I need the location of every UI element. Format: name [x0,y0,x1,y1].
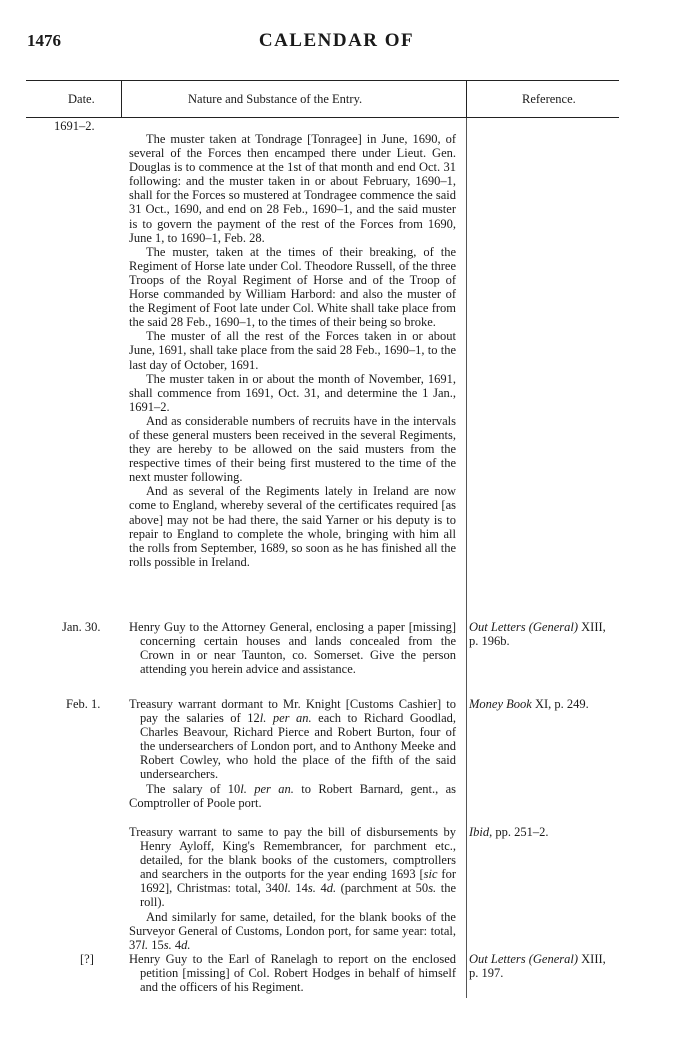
entry-date-3: Feb. 1. [66,697,101,711]
entry-1-paragraph-2: The muster, taken at the times of their breaking, of the Regiment of Horse late under Col. Theodore Russell, of the three Troops of the Royal Regiment of Horse and of the Troop of Horse commanded by William Harbord: and also the muster of the Regiment of Foot late under Col. White shall take place from the said 28 Feb., 1690–1, to the times of their being so broke. [129,244,456,330]
entry-5-reference [469,952,617,980]
entry-1-paragraph-1: The muster taken at Tondrage [Tonragee] in June, 1690, of several of the Forces then encamped there under Lieut. Gen. Douglas is to commence at the 1st of that month and end Oct. 31 following: and the muster taken in or about February, 1690–1, shall for the Forces so mustered at Tondragee commence the said 31 Oct., 1690, and end on 28 Feb., 1690–1, and the said muster is to govern the payment of the rest of the Forces from 1690, June 1, to 1690–1, Feb. 28. [129,132,456,245]
page-number: 1476 [27,31,61,50]
entry-3 [129,697,456,810]
entry-1-paragraph-5: And as considerable numbers of recruits have in the intervals of these general musters been received in the several Regiments, they are hereby to be allowed on the said musters from the respective times of their being first mustered to the time of the next muster following. [129,413,456,485]
entry-3-salary: The salary of 10l. per an. to Robert Barnard, gent., as Comptroller of Poole port. [129,781,457,810]
entry-1-paragraph-3: The muster of all the rest of the Forces taken in or about June, 1691, shall take place from the said 28 Feb., 1690–1, to the last day of October, 1691. [129,329,456,372]
entry-4 [129,825,456,952]
column-header-nature: Nature and Substance of the Entry. [188,92,363,106]
entry-date-5: [?] [80,952,94,966]
entry-4-reference [469,825,617,839]
rule-header-bottom [26,117,619,118]
ref-4-location: , pp. 251–2. [489,825,549,839]
ref-3-location: XI, p. 249. [531,697,589,711]
entry-date-1: 1691–2. [54,119,95,133]
entry-2-text: Henry Guy to the Attorney General, enclosing a paper [missing] concerning certain houses and lands concealed from the Crown in or near Taunton, co. Somerset. Give the person attending you herein advice and assistance. [129,620,456,677]
ref-4-source: Ibid [469,825,490,839]
column-divider-2 [466,80,467,118]
column-header-date: Date. [68,92,95,106]
entry-3-reference [469,697,617,711]
ref-3-source: Money Book [469,697,532,711]
column-header-reference: Reference. [522,92,576,106]
entry-date-2: Jan. 30. [62,620,101,634]
ref-5-location: XIII, p. 197. [469,952,606,981]
ref-2-source: Out Letters (General) [469,620,579,634]
column-divider-2-body [466,118,467,998]
ref-5-source: Out Letters (General) [469,952,579,966]
entry-1-paragraph-4: The muster taken in or about the month of November, 1691, shall commence from 1691, Oct. 31, and determine the 1 Jan., 1691–2. [129,371,456,414]
entry-2-reference [469,620,617,648]
rule-top [26,80,619,81]
entry-4-similar: And similarly for same, detailed, for the blank books of the Surveyor General of Customs, London port, for same year: total, 37l. 15s. 4d. [129,909,456,952]
entry-5 [129,952,456,994]
entry-3-text: Treasury warrant dormant to Mr. Knight [Customs Cashier] to pay the salaries of 12l. per an. each to Richard Goodlad, Charles Beavour, Richard Pierce and Robert Burton, four of the undersearchers of London port, and to Anthony Meeke and Robert Cowley, who hold the place of the fifth of the said undersearchers. [129,697,457,782]
column-divider-1 [121,80,122,118]
entry-1 [129,132,456,569]
entry-5-text: Henry Guy to the Earl of Ranelagh to report on the enclosed petition [missing] of Col. Robert Hodges in behalf of himself and the officers of his Regiment. [129,952,456,995]
entry-2 [129,620,456,676]
page-title: CALENDAR OF [258,30,415,51]
ref-2-location: XIII, p. 196b. [469,620,606,649]
entry-1-paragraph-6: And as several of the Regiments lately in Ireland are now come to England, whereby several of the certificates required [as above] may not be had there, the said Yarner or his deputy is to repair to England to complete the whole, bringing with him all the rolls from September, 1689, so soon as he has finished all the rolls possible in Ireland. [129,484,456,569]
entry-4-text: Treasury warrant to same to pay the bill of disbursements by Henry Ayloff, King's Remembrancer, for parchment etc., detailed, for the blank books of the customers, comptrollers and searchers in the outports for the year ending 1693 [sic for 1692], Christmas: total, 340l. 14s. 4d. (parchment at 50s. the roll). [129,825,457,910]
